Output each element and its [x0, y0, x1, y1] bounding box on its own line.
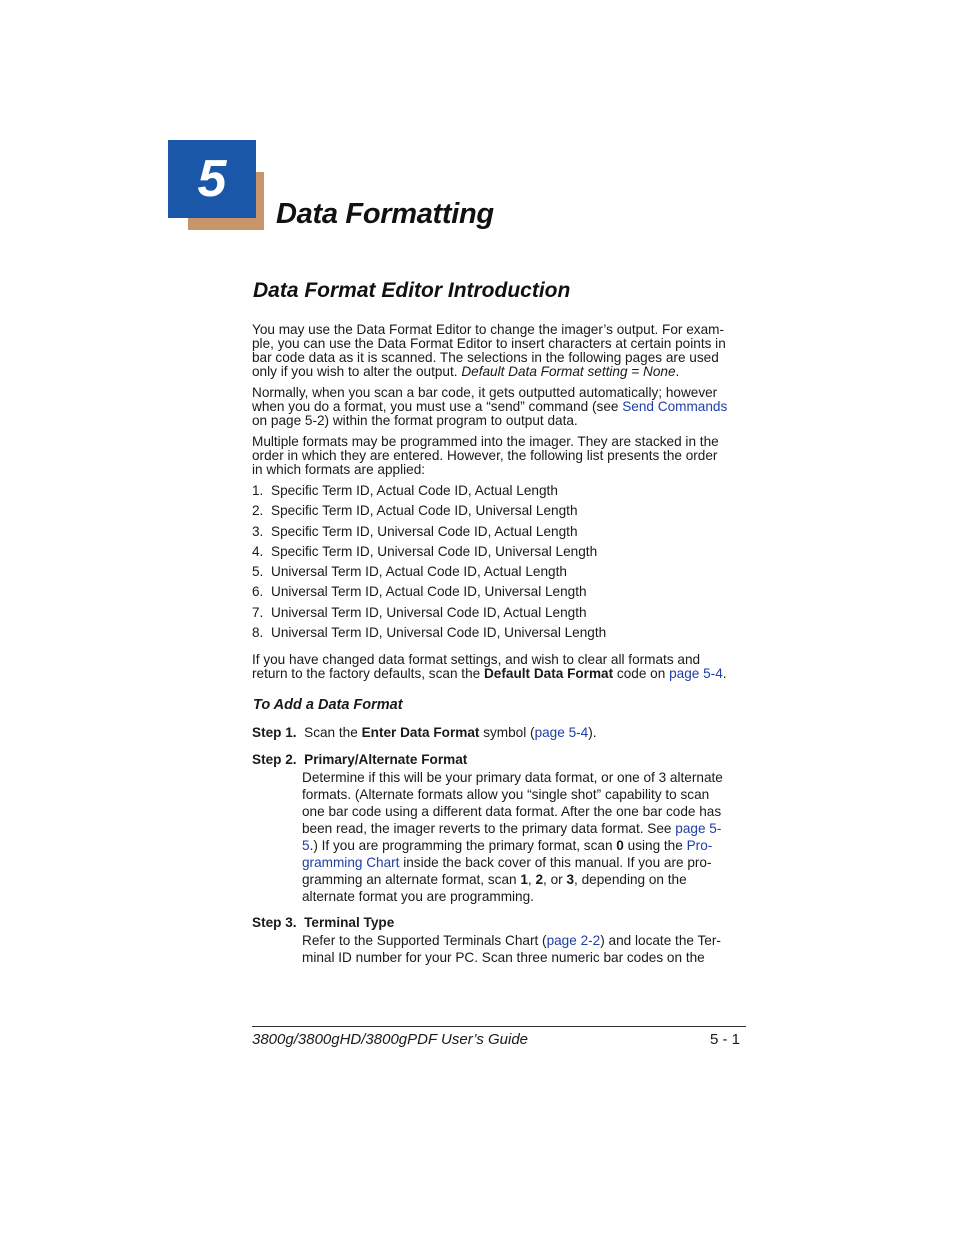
list-item — [252, 484, 742, 504]
text-line: formats. (Alternate formats allow you “single shot” capability to scan — [302, 787, 710, 802]
programming-chart-link[interactable]: Pro- — [686, 838, 713, 853]
step-1 — [252, 726, 597, 740]
text-span: gramming an alternate format, scan — [302, 872, 521, 887]
footer-page-number: 5 - 1 — [709, 1031, 740, 1048]
programming-chart-link[interactable]: gramming Chart — [302, 855, 400, 870]
text-span: using the — [623, 838, 687, 853]
list-item — [252, 504, 742, 524]
bold-value: 2 — [535, 872, 544, 887]
list-item-text: Specific Term ID, Actual Code ID, Universal Length — [271, 503, 578, 519]
text-span: Refer to the Supported Terminals Chart ( — [302, 933, 547, 948]
text-span: ) and locate the Ter- — [600, 933, 721, 948]
step-3-body — [302, 932, 742, 966]
text-line: Determine if this will be your primary data format, or one of 3 alternate — [302, 770, 723, 785]
list-item-number: 8. — [252, 625, 264, 641]
text-span: symbol ( — [479, 725, 535, 740]
list-item-number: 6. — [252, 584, 264, 600]
format-order-list — [252, 484, 742, 646]
send-commands-link[interactable]: Send Commands — [622, 399, 728, 414]
list-item-text: Specific Term ID, Universal Code ID, Actual Length — [271, 523, 578, 539]
text-line: bar code data as it is scanned. The selections in the following pages are used — [252, 350, 719, 365]
page-2-2-link[interactable]: page 2-2 — [546, 933, 601, 948]
intro-paragraph-2 — [252, 386, 742, 428]
step-label: Step 1. — [252, 725, 297, 740]
text-span: , — [527, 872, 536, 887]
list-item-number: 1. — [252, 483, 264, 498]
list-item-text: Specific Term ID, Actual Code ID, Actual Length — [271, 483, 558, 498]
page-5-5-link[interactable]: 5 — [302, 838, 310, 853]
text-span: , depending on the — [574, 872, 687, 887]
section-title: Data Format Editor Introduction — [253, 279, 571, 302]
list-item-number: 5. — [252, 564, 264, 580]
defaults-paragraph — [252, 653, 742, 681]
footer-divider — [252, 1026, 746, 1027]
list-item-text: Universal Term ID, Universal Code ID, Universal Length — [271, 625, 607, 641]
text-line — [252, 667, 742, 681]
step-2-body — [302, 769, 742, 905]
list-item-number: 4. — [252, 543, 264, 559]
text-line: You may use the Data Format Editor to change the imager’s output. For exam- — [252, 322, 724, 337]
default-setting-note: Default Data Format setting = None — [461, 364, 676, 379]
chapter-title: Data Formatting — [276, 198, 494, 230]
text-span: inside the back cover of this manual. If you are pro- — [399, 855, 712, 870]
text-span: return to the factory defaults, scan the — [252, 666, 484, 681]
text-line — [302, 837, 742, 854]
text-span: only if you wish to alter the output. — [252, 364, 462, 379]
bold-value: 3 — [566, 872, 575, 887]
bold-value: 1 — [520, 872, 528, 887]
text-span: .) If you are programming the primary format, scan — [309, 838, 617, 853]
text-span: when you do a format, you must use a “send” command (see — [252, 399, 623, 414]
text-line: alternate format you are programming. — [302, 889, 534, 904]
list-item — [252, 585, 742, 605]
chapter-number-box — [168, 140, 256, 218]
list-item — [252, 606, 742, 626]
list-item — [252, 525, 742, 545]
text-line — [302, 871, 742, 888]
text-line: ple, you can use the Data Format Editor to insert characters at certain points in — [252, 336, 726, 351]
page-5-5-link[interactable]: page 5- — [675, 821, 722, 836]
text-span: . — [675, 364, 680, 379]
list-item — [252, 565, 742, 585]
intro-paragraph-3 — [252, 435, 742, 477]
intro-paragraph-1 — [252, 323, 742, 379]
list-item — [252, 545, 742, 565]
bold-value: 0 — [616, 838, 624, 853]
text-line: on page 5-2) within the format program to output data. — [252, 413, 578, 428]
text-span: been read, the imager reverts to the primary data format. See — [302, 821, 676, 836]
subheading-add-format: To Add a Data Format — [253, 697, 403, 713]
page-5-4-link[interactable]: page 5-4 — [534, 725, 589, 740]
text-line — [302, 932, 742, 949]
text-line — [302, 820, 742, 837]
text-span: code on — [613, 666, 670, 681]
enter-data-format-label: Enter Data Format — [361, 725, 480, 740]
text-line — [252, 365, 742, 379]
list-item — [252, 626, 742, 646]
list-item-text: Universal Term ID, Universal Code ID, Actual Length — [271, 604, 587, 620]
text-line: minal ID number for your PC. Scan three numeric bar codes on the — [302, 950, 705, 965]
step-label: Step 2. Primary/Alternate Format — [252, 752, 468, 767]
text-span: , or — [543, 872, 567, 887]
text-line: Normally, when you scan a bar code, it gets outputted automatically; however — [252, 385, 718, 400]
list-item-number: 3. — [252, 523, 264, 539]
default-data-format-label: Default Data Format — [483, 666, 614, 681]
step-2-heading — [252, 753, 467, 767]
text-span: Scan the — [296, 725, 362, 740]
list-item-text: Universal Term ID, Actual Code ID, Universal Length — [271, 584, 587, 600]
chapter-number: 5 — [197, 150, 227, 208]
text-line: one bar code using a different data format. After the one bar code has — [302, 804, 722, 819]
text-line — [252, 400, 742, 414]
list-item-text: Specific Term ID, Universal Code ID, Universal Length — [271, 543, 598, 559]
text-span: ). — [588, 725, 597, 740]
text-span: . — [722, 666, 727, 681]
text-line: Multiple formats may be programmed into the imager. They are stacked in the — [252, 434, 719, 449]
step-3-heading — [252, 916, 394, 930]
footer-guide-title: 3800g/3800gHD/3800gPDF User’s Guide — [252, 1031, 529, 1048]
text-line — [302, 854, 742, 871]
list-item-number: 7. — [252, 604, 264, 620]
list-item-text: Universal Term ID, Actual Code ID, Actual Length — [271, 564, 567, 580]
text-line: order in which they are entered. However, the following list presents the order — [252, 448, 718, 463]
step-label: Step 3. Terminal Type — [252, 915, 395, 930]
text-line: in which formats are applied: — [252, 462, 426, 477]
list-item-number: 2. — [252, 503, 264, 519]
page-5-4-link[interactable]: page 5-4 — [669, 666, 723, 681]
text-line: If you have changed data format settings, and wish to clear all formats and — [252, 652, 701, 667]
